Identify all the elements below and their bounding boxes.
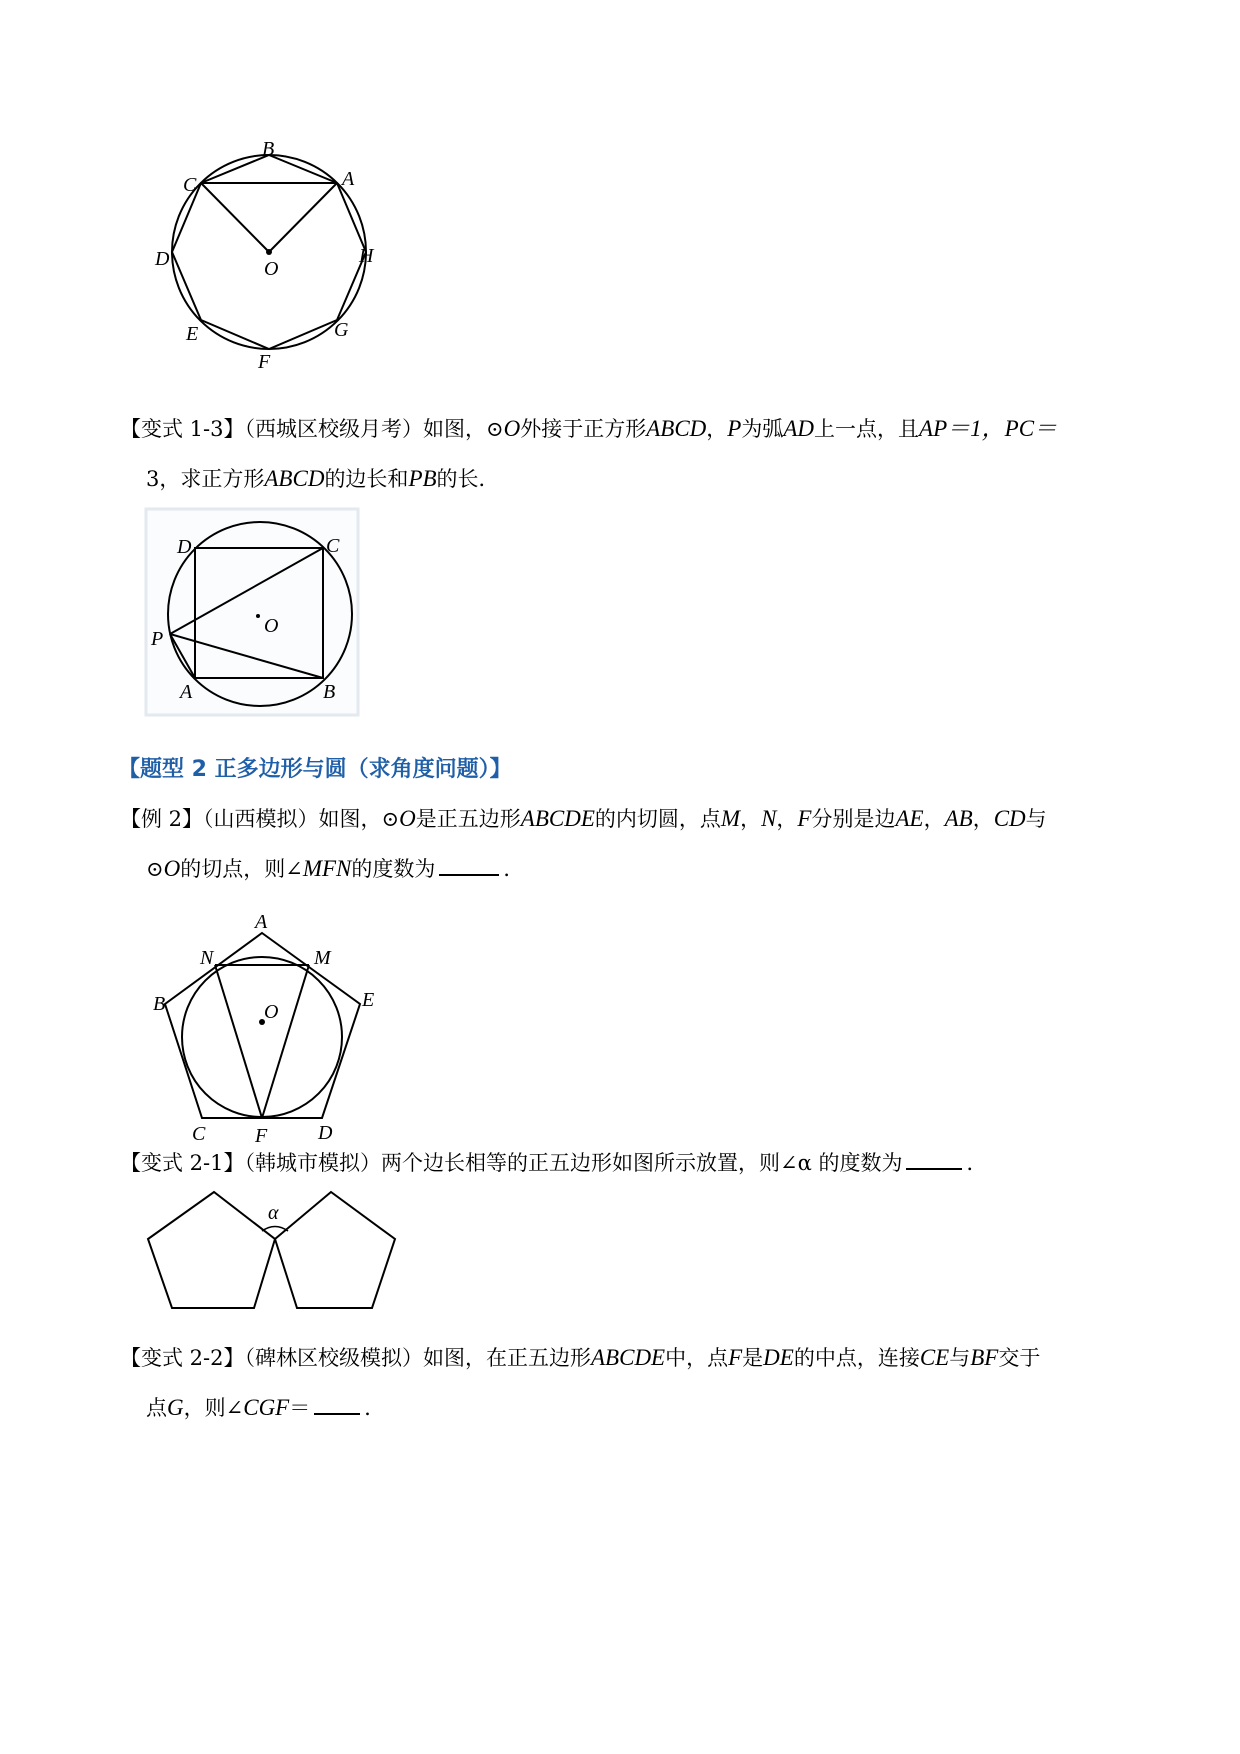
- question-variant-2-2: 【变式 2-2】（碑林区校级模拟）如图，在正五边形ABCDE中，点F是DE的中点，连接CE与BF交于 点G，则∠CGF＝ ．: [120, 1345, 1041, 1420]
- label-n: N: [200, 947, 214, 969]
- figure-pentagon-incircle: [145, 900, 385, 1147]
- label-d: D: [155, 248, 170, 270]
- pentagon-right: [275, 1192, 395, 1308]
- label-b: B: [262, 138, 275, 160]
- label-d: D: [318, 1122, 333, 1144]
- label-d: D: [177, 536, 192, 558]
- label-e: E: [186, 323, 199, 345]
- label-o: O: [264, 258, 279, 280]
- label-c: C: [192, 1123, 206, 1145]
- figure-square-circle: [145, 508, 360, 718]
- label-a: A: [342, 168, 355, 190]
- answer-blank[interactable]: [314, 1395, 360, 1415]
- answer-blank[interactable]: [906, 1150, 962, 1170]
- segment-ao: [269, 183, 337, 252]
- label-e: E: [362, 989, 375, 1011]
- segment-mf: [262, 965, 309, 1118]
- question-variant-2-1: 【变式 2-1】（韩城市模拟）两个边长相等的正五边形如图所示放置，则∠α 的度数为 ．: [120, 1151, 988, 1175]
- question-tag: 【变式 2-1】: [120, 1151, 245, 1175]
- figure-two-pentagons: [140, 1185, 410, 1315]
- question-source: （西城区校级月考）: [244, 417, 423, 441]
- label-c: C: [183, 174, 197, 196]
- label-b: B: [323, 681, 336, 703]
- answer-blank[interactable]: [439, 856, 499, 876]
- label-m: M: [314, 947, 331, 969]
- label-o: O: [264, 615, 279, 637]
- pentagon-abcde: [165, 933, 360, 1118]
- example-2: 【例 2】（山西模拟）如图，⊙O是正五边形ABCDE的内切圆，点M，N，F分别是边AE，AB，CD与 ⊙O的切点，则∠MFN的度数为 ．: [120, 806, 1047, 881]
- label-p: P: [151, 628, 164, 650]
- label-o: O: [264, 1001, 279, 1023]
- label-alpha: α: [268, 1202, 279, 1224]
- segment-co: [201, 183, 269, 252]
- label-h: H: [359, 245, 374, 267]
- label-b: B: [153, 993, 166, 1015]
- figure-octagon-circle: [140, 130, 380, 373]
- question-variant-1-3: 【变式 1-3】（西城区校级月考）如图，⊙O外接于正方形ABCD，P为弧AD上一点，且AP＝1，PC＝ 3，求正方形ABCD的边长和PB的长．: [120, 416, 1058, 491]
- pentagon-left: [148, 1192, 275, 1308]
- incircle-o: [182, 957, 342, 1117]
- label-a: A: [255, 911, 268, 933]
- label-g: G: [334, 319, 349, 341]
- question-source: （山西模拟）: [203, 807, 319, 831]
- label-a: A: [180, 681, 193, 703]
- label-c: C: [326, 535, 340, 557]
- label-f: F: [255, 1125, 268, 1147]
- question-tag: 【例 2】: [120, 807, 204, 831]
- question-tag: 【变式 1-3】: [120, 417, 245, 441]
- center-point-o: [266, 249, 272, 255]
- section-heading: 【题型 2 正多边形与圆（求角度问题）】: [118, 757, 512, 782]
- question-source: （韩城市模拟）: [244, 1151, 381, 1175]
- question-tag: 【变式 2-2】: [120, 1346, 245, 1370]
- segment-nf: [215, 965, 262, 1118]
- question-source: （碑林区校级模拟）: [244, 1346, 423, 1370]
- label-f: F: [258, 351, 271, 373]
- center-point-o: [256, 614, 260, 618]
